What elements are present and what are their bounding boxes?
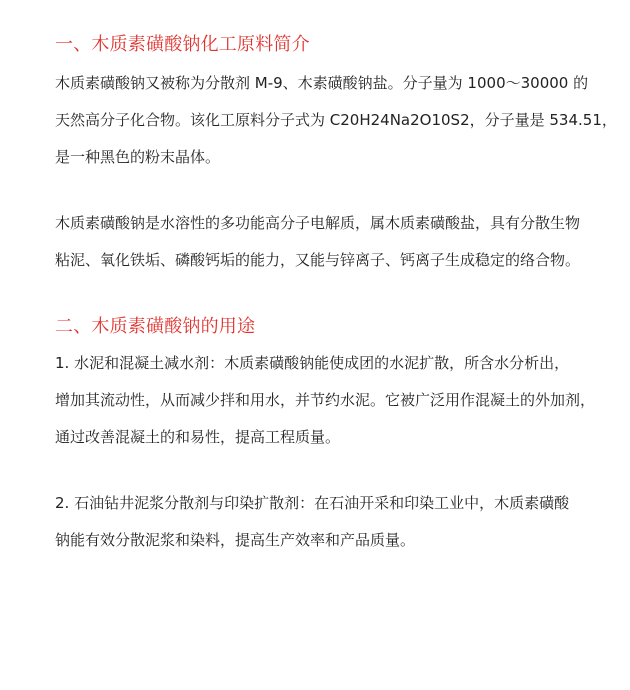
intro-paragraph-2 — [55, 213, 602, 270]
section-heading-intro: 一、木质素磺酸钠化工原料简介 — [55, 34, 310, 55]
paragraph-line: 是一种黑色的粉末晶体。 — [55, 148, 221, 166]
paragraph-line: 粘泥、氧化铁垢、磷酸钙垢的能力，又能与锌离子、钙离子生成稳定的络合物。 — [55, 251, 581, 269]
paragraph-line: 增加其流动性，从而减少拌和用水，并节约水泥。它被广泛用作混凝土的外加剂， — [55, 391, 596, 409]
intro-paragraph-1 — [55, 73, 617, 167]
uses-paragraph-2 — [55, 493, 602, 550]
paragraph-line: 2. 石油钻井泥浆分散剂与印染扩散剂：在石油开采和印染工业中，木质素磺酸 — [55, 494, 570, 512]
paragraph-line: 天然高分子化合物。该化工原料分子式为 C20H24Na2O10S2，分子量是 534.51， — [55, 111, 617, 129]
paragraph-line: 木质素磺酸钠是水溶性的多功能高分子电解质，属木质素磺酸盐，具有分散生物 — [55, 214, 581, 232]
paragraph-line: 1. 水泥和混凝土减水剂：木质素磺酸钠能使成团的水泥扩散，所含水分析出， — [55, 354, 570, 372]
paragraph-line: 通过改善混凝土的和易性，提高工程质量。 — [55, 428, 341, 446]
paragraph-line: 钠能有效分散泥浆和染料，提高生产效率和产品质量。 — [55, 531, 416, 549]
paragraph-line: 木质素磺酸钠又被称为分散剂 M-9、木素磺酸钠盐。分子量为 1000～30000 的 — [55, 74, 589, 92]
uses-paragraph-1 — [55, 353, 602, 447]
section-heading-uses: 二、木质素磺酸钠的用途 — [55, 316, 256, 337]
